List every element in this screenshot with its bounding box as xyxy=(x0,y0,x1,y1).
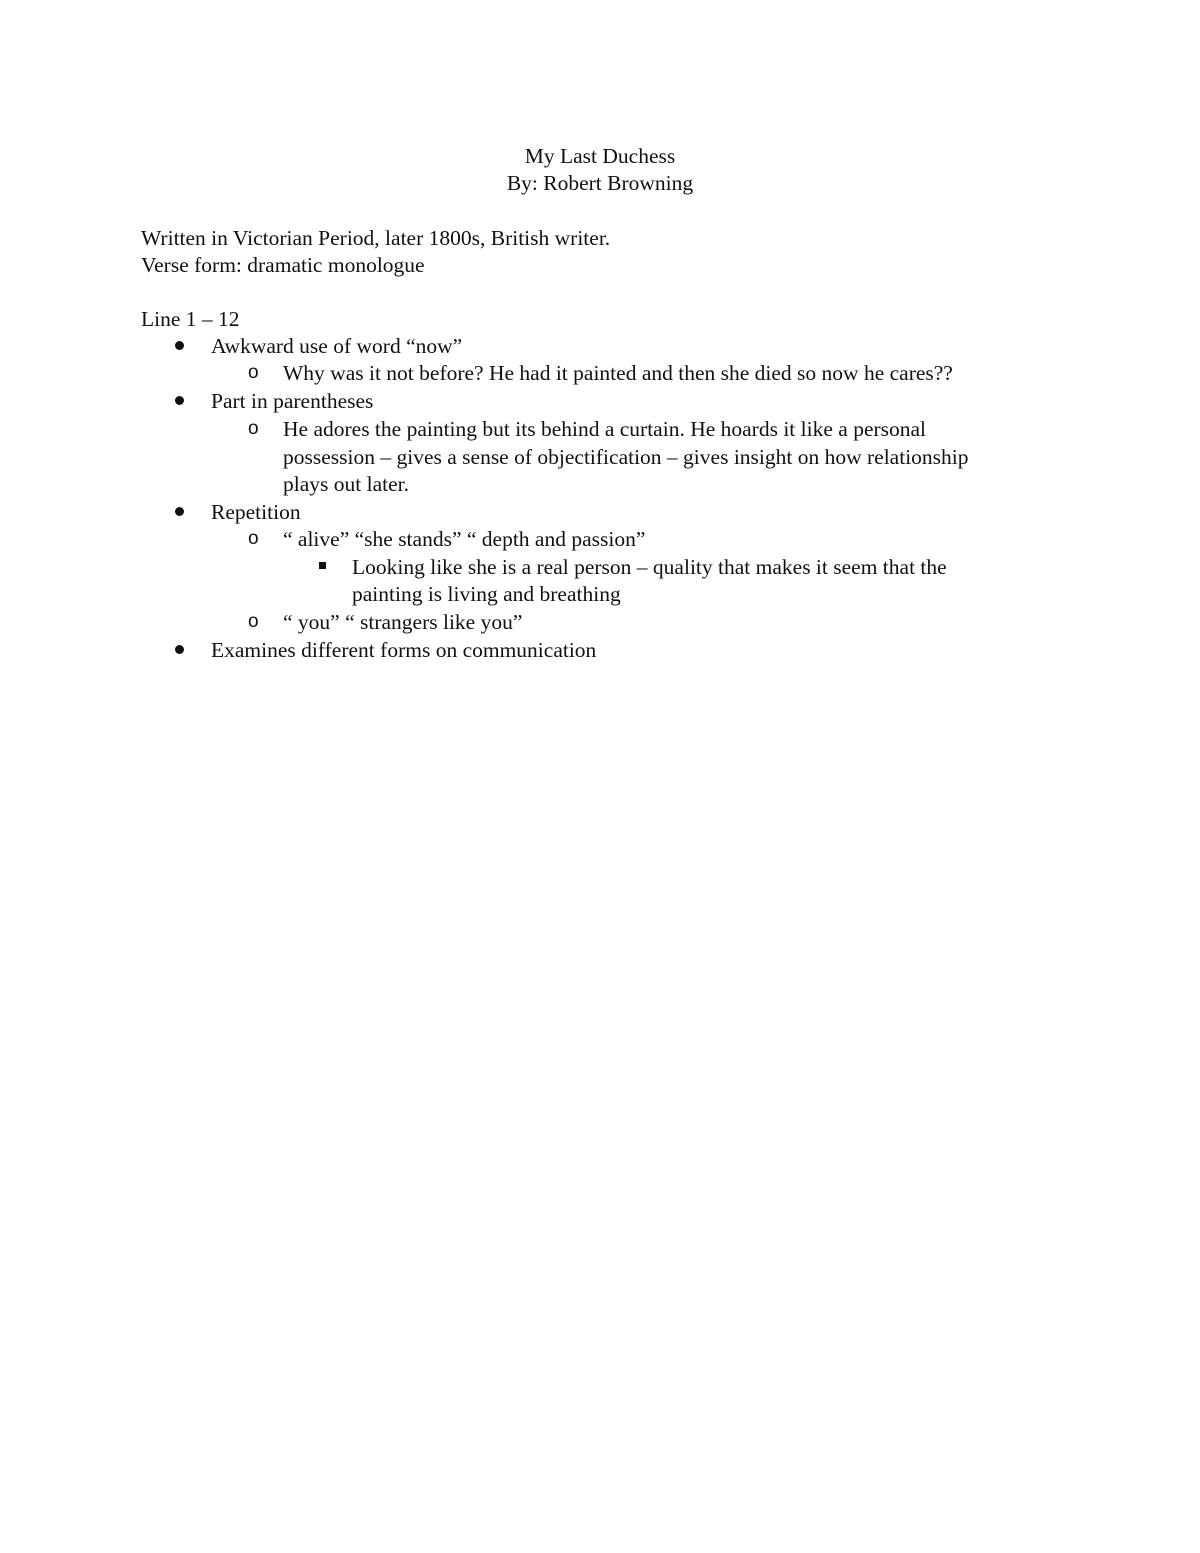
intro-line-period: Written in Victorian Period, later 1800s, British writer. xyxy=(141,226,611,250)
sub-bullet-item: Why was it not before? He had it painted and then she died so now he cares?? xyxy=(283,361,953,385)
sub-bullet-marker: o xyxy=(248,362,259,383)
bullet-marker xyxy=(175,645,184,654)
sub-bullet-marker: o xyxy=(248,611,259,632)
bullet-item: Part in parentheses xyxy=(211,389,374,413)
sub-bullet-line: possession – gives a sense of objectification – gives insight on how relationship xyxy=(283,445,969,469)
sub-sub-bullet-line: Looking like she is a real person – quality that makes it seem that the xyxy=(352,555,947,579)
sub-bullet-item: “ alive” “she stands” “ depth and passion” xyxy=(283,527,646,551)
sub-bullet-line: plays out later. xyxy=(283,472,409,496)
bullet-item: Repetition xyxy=(211,500,301,524)
document-title: My Last Duchess xyxy=(524,144,676,168)
bullet-marker xyxy=(175,341,184,350)
document-author: By: Robert Browning xyxy=(506,171,694,195)
section-heading: Line 1 – 12 xyxy=(141,307,240,331)
sub-sub-bullet-marker xyxy=(319,562,326,569)
sub-bullet-item: “ you” “ strangers like you” xyxy=(283,610,523,634)
bullet-marker xyxy=(175,396,184,405)
bullet-item: Examines different forms on communication xyxy=(211,638,597,662)
intro-line-verse-form: Verse form: dramatic monologue xyxy=(141,253,425,277)
sub-bullet-marker: o xyxy=(248,418,259,439)
bullet-marker xyxy=(175,507,184,516)
sub-bullet-marker: o xyxy=(248,528,259,549)
sub-bullet-line: He adores the painting but its behind a curtain. He hoards it like a personal xyxy=(283,417,927,441)
sub-sub-bullet-line: painting is living and breathing xyxy=(352,582,621,606)
bullet-item: Awkward use of word “now” xyxy=(211,334,463,358)
